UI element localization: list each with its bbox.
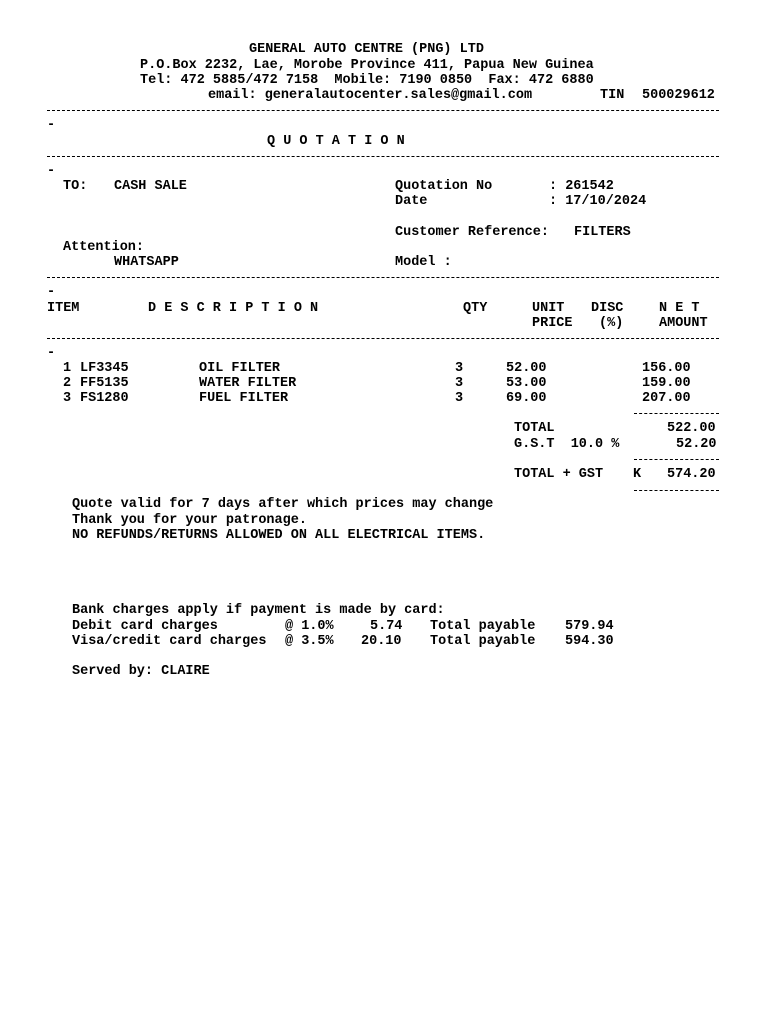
visa-charges-amount: 20.10 [361,634,402,649]
debit-charges-label: Debit card charges [72,619,218,634]
visa-charges-rate: @ 3.5% [285,634,334,649]
item-qty: 3 [455,391,464,406]
attention-label: Attention: [63,240,145,255]
attention-value: WHATSAPP [114,255,179,270]
item-qty: 3 [455,361,464,376]
quotation-number-value: : 261542 [549,179,614,194]
customer-reference-value: FILTERS [574,225,631,240]
item-description: WATER FILTER [199,376,297,391]
divider-continuation: - [47,118,56,133]
total-value: 522.00 [667,421,716,436]
tin-label: TIN [600,88,625,103]
item-qty: 3 [455,376,464,391]
column-disc-percent: (%) [599,316,624,331]
currency-symbol: K [633,467,642,482]
company-address: P.O.Box 2232, Lae, Morobe Province 411, Papua New Guinea [140,58,594,73]
column-net: N E T [659,301,700,316]
divider-continuation: - [47,164,56,179]
debit-total-value: 579.94 [565,619,614,634]
thank-you-note: Thank you for your patronage. [72,513,307,528]
model-label: Model : [395,255,452,270]
tin-number: 500029612 [642,88,715,103]
to-label: TO: [63,179,88,194]
column-description: D E S C R I P T I O N [148,301,319,316]
divider [47,338,719,339]
column-price: PRICE [532,316,573,331]
debit-charges-amount: 5.74 [370,619,403,634]
grand-total-value: 574.20 [667,467,716,482]
item-number: 2 [63,376,72,391]
date-value: : 17/10/2024 [549,194,647,209]
grand-total-divider [634,490,719,491]
debit-total-label: Total payable [430,619,536,634]
item-description: FUEL FILTER [199,391,289,406]
total-divider [634,459,719,460]
divider-continuation: - [47,346,56,361]
customer-reference-label: Customer Reference: [395,225,549,240]
visa-total-label: Total payable [430,634,536,649]
divider [47,156,719,157]
company-email: email: generalautocenter.sales@gmail.com [208,88,533,103]
item-code: LF3345 [80,361,129,376]
grand-total-label: TOTAL + GST [514,467,604,482]
divider [47,110,719,111]
divider [47,277,719,278]
quotation-number-label: Quotation No [395,179,493,194]
column-amount: AMOUNT [659,316,708,331]
column-item: ITEM [47,301,80,316]
company-phones: Tel: 472 5885/472 7158 Mobile: 7190 0850 Fax: 472 6880 [140,73,594,88]
item-description: OIL FILTER [199,361,281,376]
debit-charges-rate: @ 1.0% [285,619,334,634]
gst-value: 52.20 [676,437,717,452]
document-title: Q U O T A T I O N [267,134,405,149]
item-number: 3 [63,391,72,406]
item-number: 1 [63,361,72,376]
date-label: Date [395,194,428,209]
column-unit: UNIT [532,301,565,316]
item-unit-price: 52.00 [506,361,547,376]
item-code: FF5135 [80,376,129,391]
divider-continuation: - [47,285,56,300]
visa-total-value: 594.30 [565,634,614,649]
validity-note: Quote valid for 7 days after which prices may change [72,497,494,512]
item-net-amount: 207.00 [642,391,691,406]
refund-policy-note: NO REFUNDS/RETURNS ALLOWED ON ALL ELECTRICAL ITEMS. [72,528,486,543]
gst-label: G.S.T 10.0 % [514,437,620,452]
subtotal-divider [634,413,719,414]
column-qty: QTY [463,301,488,316]
item-unit-price: 69.00 [506,391,547,406]
item-code: FS1280 [80,391,129,406]
to-value: CASH SALE [114,179,187,194]
column-disc: DISC [591,301,624,316]
item-net-amount: 159.00 [642,376,691,391]
item-unit-price: 53.00 [506,376,547,391]
card-charges-intro: Bank charges apply if payment is made by card: [72,603,445,618]
served-by: Served by: CLAIRE [72,664,210,679]
visa-charges-label: Visa/credit card charges [72,634,267,649]
item-net-amount: 156.00 [642,361,691,376]
company-name: GENERAL AUTO CENTRE (PNG) LTD [249,42,484,57]
total-label: TOTAL [514,421,555,436]
